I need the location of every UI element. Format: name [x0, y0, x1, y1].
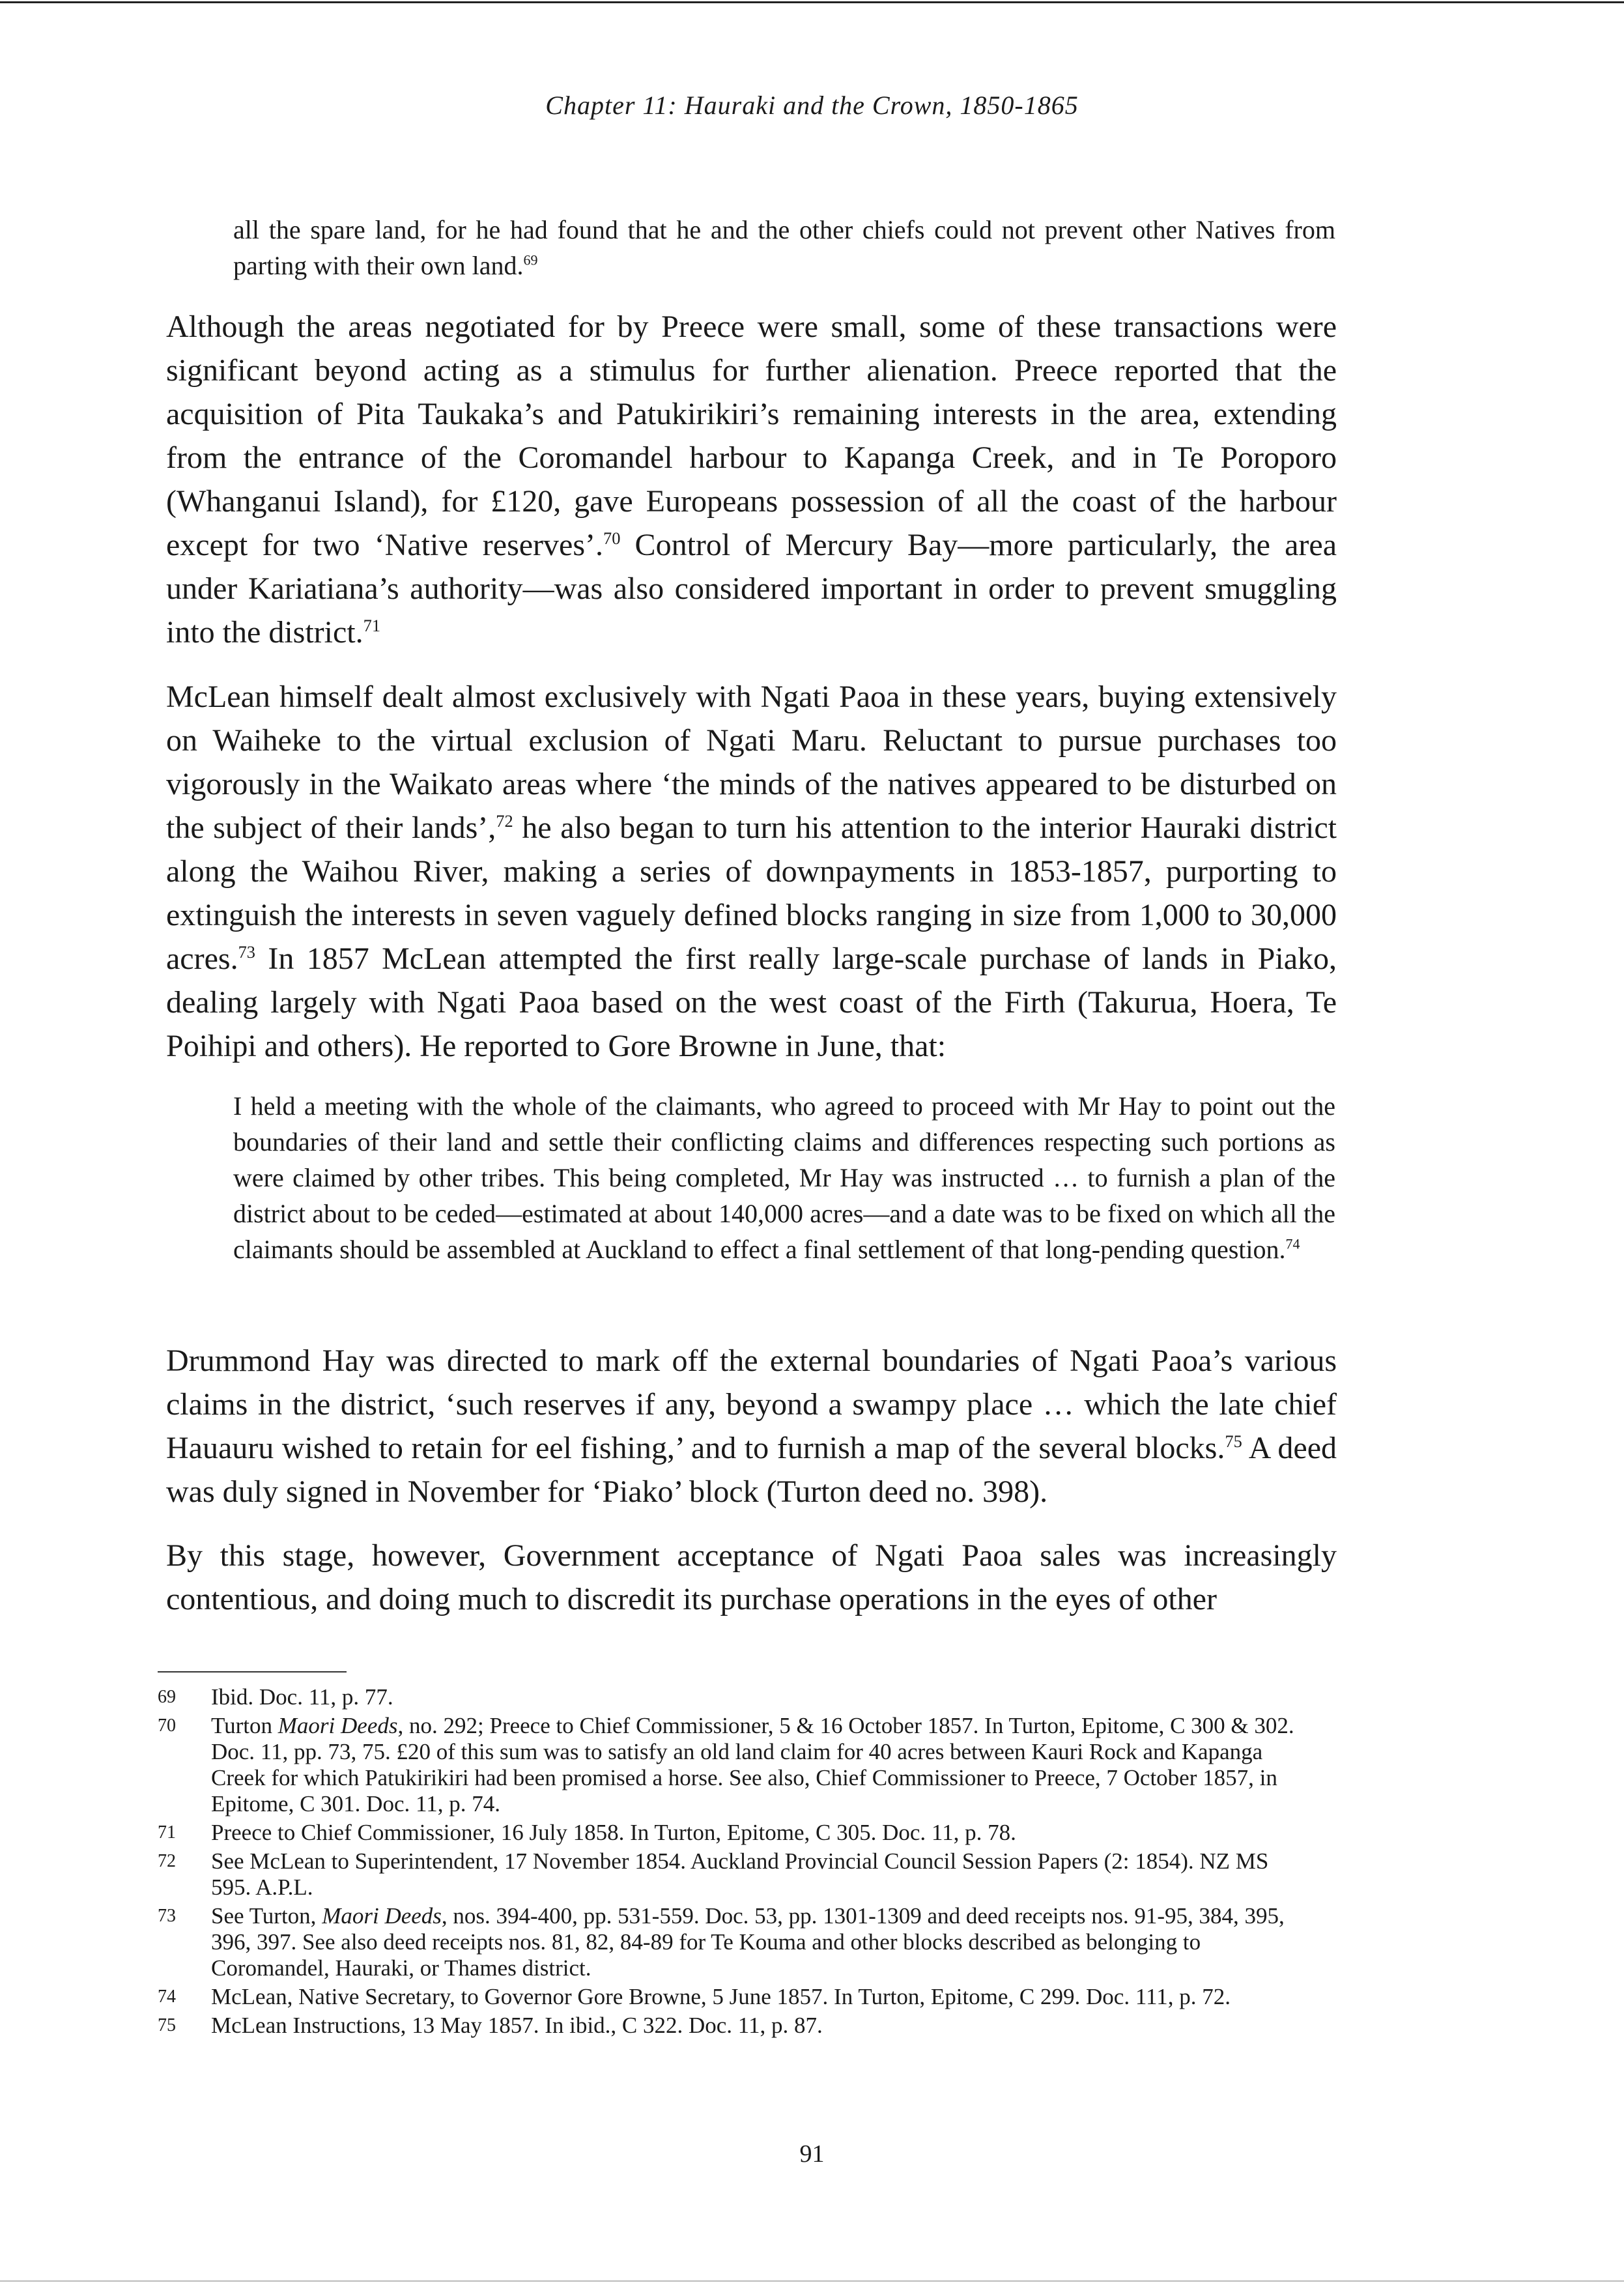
- footnote-number: 74: [158, 1987, 176, 2007]
- footnote-text: See McLean to Superintendent, 17 November 1854. Auckland Provincial Council Session Papers (2: 1854). NZ MS 595. A.P.L.: [211, 1848, 1269, 1900]
- top-border: [0, 1, 1624, 3]
- footnote-divider: [158, 1671, 347, 1673]
- footnote-text: McLean Instructions, 13 May 1857. In ibid., C 322. Doc. 11, p. 87.: [211, 2013, 823, 2038]
- footnote-number: 70: [158, 1716, 176, 1736]
- paragraph-text: he also began to turn his attention to the interior Hauraki district along the Waihou River, making a series of downpayments in 1853-1857, purporting to extinguish the interests in seven vaguely defined blocks ranging in size from 1,000 to 30,000 acres.: [166, 811, 1337, 976]
- paragraph-text: In 1857 McLean attempted the first really large-scale purchase of lands in Piako, dealing largely with Ngati Paoa based on the west coast of the Firth (Takurua, Hoera, Te Poihipi and others). He reported to Gore Browne in June, that:: [166, 941, 1337, 1063]
- footnote: [158, 1848, 1311, 1901]
- paragraph-1: [166, 305, 1337, 654]
- footnote-text: Preece to Chief Commissioner, 16 July 1858. In Turton, Epitome, C 305. Doc. 11, p. 78.: [211, 1820, 1016, 1845]
- footnote-text: See Turton, Maori Deeds, nos. 394-400, pp. 531-559. Doc. 53, pp. 1301-1309 and deed receipts nos. 91-95, 384, 395, 396, 397. See also deed receipts nos. 81, 82, 84-89 for Te Kouma and other blocks described as belonging to Coromandel, Hauraki, or Thames district.: [211, 1903, 1285, 1981]
- footnote-ref[interactable]: 72: [496, 811, 513, 831]
- paragraph-text: A deed was duly signed in November for ‘Piako’ block (Turton deed no. 398).: [166, 1431, 1337, 1509]
- footnote-number: 71: [158, 1822, 176, 1843]
- bottom-border: [0, 2280, 1624, 2282]
- footnote: [158, 1903, 1311, 1981]
- paragraph-4: [166, 1534, 1337, 1621]
- footnote-ref[interactable]: 73: [238, 942, 255, 962]
- paragraph-text: McLean himself dealt almost exclusively with Ngati Paoa in these years, buying extensively on Waiheke to the virtual exclusion of Ngati Maru. Reluctant to pursue purchases too vigorously in the Waikato areas where ‘the minds of the natives appeared to be disturbed on the subject of their lands’,: [166, 680, 1337, 845]
- footnote-text: Turton Maori Deeds, no. 292; Preece to Chief Commissioner, 5 & 16 October 1857. In Turton, Epitome, C 300 & 302. Doc. 11, pp. 73, 75. £20 of this sum was to satisfy an old land claim for 40 acres between Kauri Rock and Kapanga Creek for which Patukirikiri had been promised a horse. See also, Chief Commissioner to Preece, 7 October 1857, in Epitome, C 301. Doc. 11, p. 74.: [211, 1713, 1294, 1816]
- footnote-number: 75: [158, 2015, 176, 2035]
- block-quote-1: [233, 212, 1335, 283]
- footnote-ref[interactable]: 74: [1285, 1235, 1300, 1252]
- footnote-number: 72: [158, 1851, 176, 1871]
- footnote-ref[interactable]: 69: [523, 251, 538, 268]
- paragraph-text: Although the areas negotiated for by Preece were small, some of these transactions were significant beyond acting as a stimulus for further alienation. Preece reported that the acquisition of Pita Taukaka’s and Patukirikiri’s remaining interests in the area, extending from the entrance of the Coromandel harbour to Kapanga Creek, and in Te Poroporo (Whanganui Island), for £120, gave Europeans possession of all the coast of the harbour except for two ‘Native reserves’.: [166, 309, 1337, 562]
- footnote: [158, 1820, 1311, 1846]
- footnote-number: 69: [158, 1687, 176, 1707]
- paragraph-text: By this stage, however, Government acceptance of Ngati Paoa sales was increasingly contentious, and doing much to discredit its purchase operations in the eyes of other: [166, 1538, 1337, 1616]
- paragraph-2: [166, 675, 1337, 1068]
- block-quote-2: [233, 1088, 1335, 1267]
- page-number: 91: [799, 2140, 825, 2168]
- footnote-text: McLean, Native Secretary, to Governor Gore Browne, 5 June 1857. In Turton, Epitome, C 299. Doc. 111, p. 72.: [211, 1984, 1231, 2009]
- footnote-ref[interactable]: 75: [1225, 1431, 1242, 1451]
- footnote: [158, 2013, 1311, 2039]
- paragraph-3: [166, 1339, 1337, 1514]
- footnote-text: Ibid. Doc. 11, p. 77.: [211, 1684, 393, 1710]
- quote-text: I held a meeting with the whole of the claimants, who agreed to proceed with Mr Hay to point out the boundaries of their land and settle their conflicting claims and differences respecting such portions as were claimed by other tribes. This being completed, Mr Hay was instructed … to furnish a plan of the district about to be ceded—estimated at about 140,000 acres—and a date was to be fixed on which all the claimants should be assembled at Auckland to effect a final settlement of that long-pending question.: [233, 1091, 1335, 1264]
- footnote-number: 73: [158, 1906, 176, 1926]
- running-header: Chapter 11: Hauraki and the Crown, 1850-1865: [545, 91, 1079, 120]
- footnote-ref[interactable]: 70: [603, 528, 621, 548]
- paragraph-text: Control of Mercury Bay—more particularly, the area under Kariatiana’s authority—was also considered important in order to prevent smuggling into the district.: [166, 528, 1337, 650]
- footnotes: [158, 1684, 1311, 2041]
- footnote: [158, 1713, 1311, 1817]
- paragraph-text: Drummond Hay was directed to mark off the external boundaries of Ngati Paoa’s various claims in the district, ‘such reserves if any, beyond a swampy place … which the late chief Hauauru wished to retain for eel fishing,’ and to furnish a map of the several blocks.: [166, 1343, 1337, 1465]
- footnote-ref[interactable]: 71: [363, 616, 381, 635]
- quote-text: all the spare land, for he had found that he and the other chiefs could not prevent other Natives from parting with their own land.: [233, 215, 1335, 280]
- footnote: [158, 1684, 1311, 1710]
- footnote: [158, 1984, 1311, 2010]
